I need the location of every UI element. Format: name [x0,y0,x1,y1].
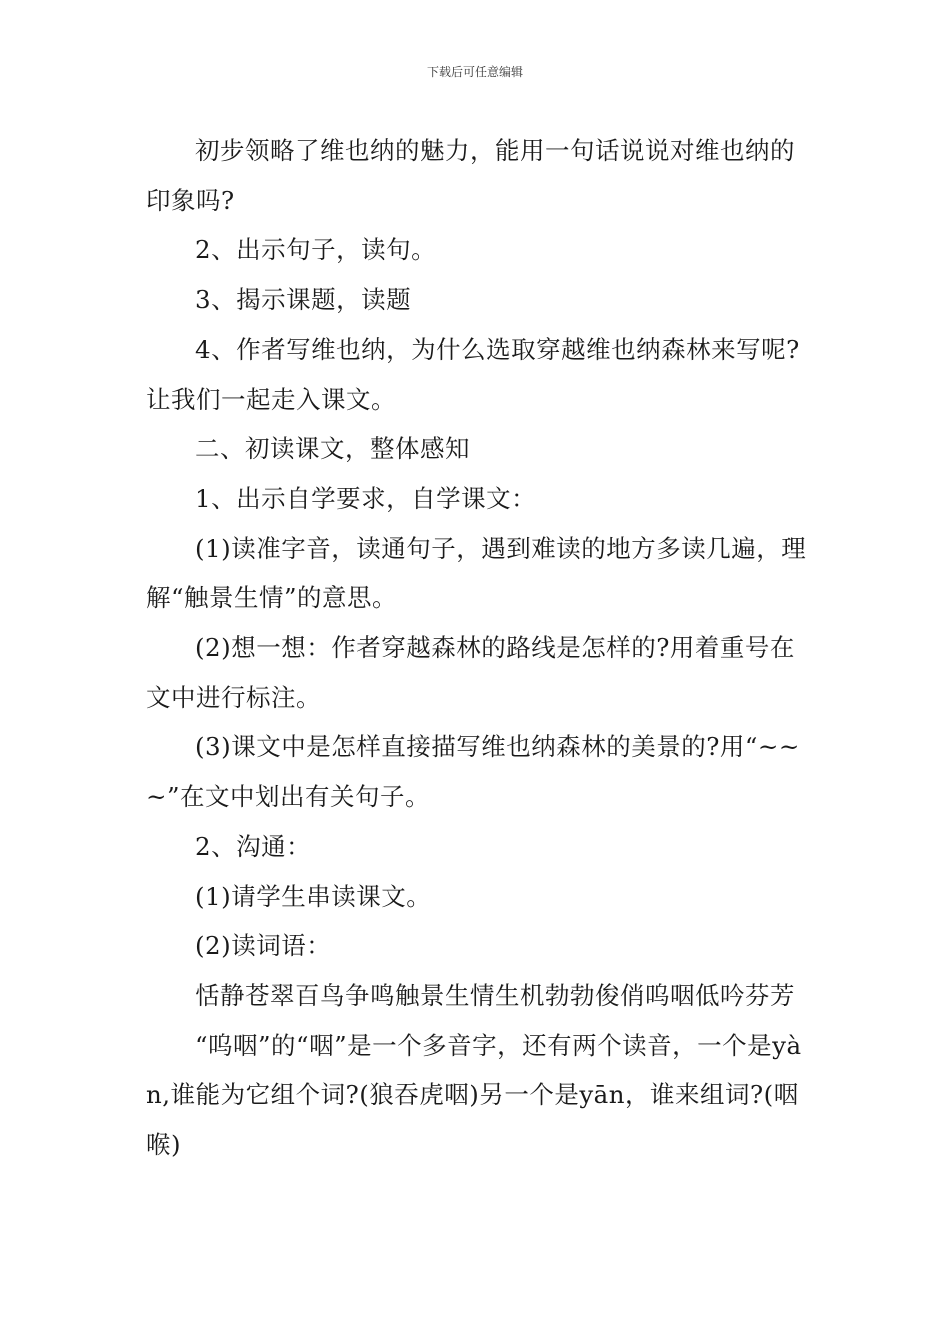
paragraph: 2、出示句子，读句。 [195,235,437,265]
page-header: 下载后可任意编辑 [426,65,523,79]
paragraph: 2、沟通： [195,831,312,861]
paragraph: (2)想一想：作者穿越森林的路线是怎样的?用着重号在文中进行标注。 [146,633,795,712]
paragraph: (3)课文中是怎样直接描写维也纳森林的美景的?用“~~~”在文中划出有关句子。 [146,732,800,812]
document-body [146,126,814,1170]
paragraph: (1)请学生串读课文。 [195,881,432,911]
paragraph: 1、出示自学要求，自学课文： [195,483,537,513]
vocabulary-list: 恬静苍翠百鸟争鸣触景生情生机勃勃俊俏呜咽低吟芬芳 [195,980,795,1010]
paragraph: “呜咽”的“咽”是一个多音字，还有两个读音，一个是yàn,谁能为它组个词?(狼吞虎咽)另一个是yān，谁来组词?(咽喉) [146,1030,802,1160]
section-heading: 二、初读课文，整体感知 [195,434,470,464]
paragraph: 3、揭示课题，读题 [195,285,412,315]
paragraph: (1)读准字音，读通句子，遇到难读的地方多读几遍，理解“触景生情”的意思。 [146,533,807,613]
paragraph: 4、作者写维也纳，为什么选取穿越维也纳森林来写呢?让我们一起走入课文。 [146,334,800,414]
paragraph: (2)读词语： [195,931,332,961]
paragraph: 初步领略了维也纳的魅力，能用一句话说说对维也纳的印象吗? [146,136,795,215]
